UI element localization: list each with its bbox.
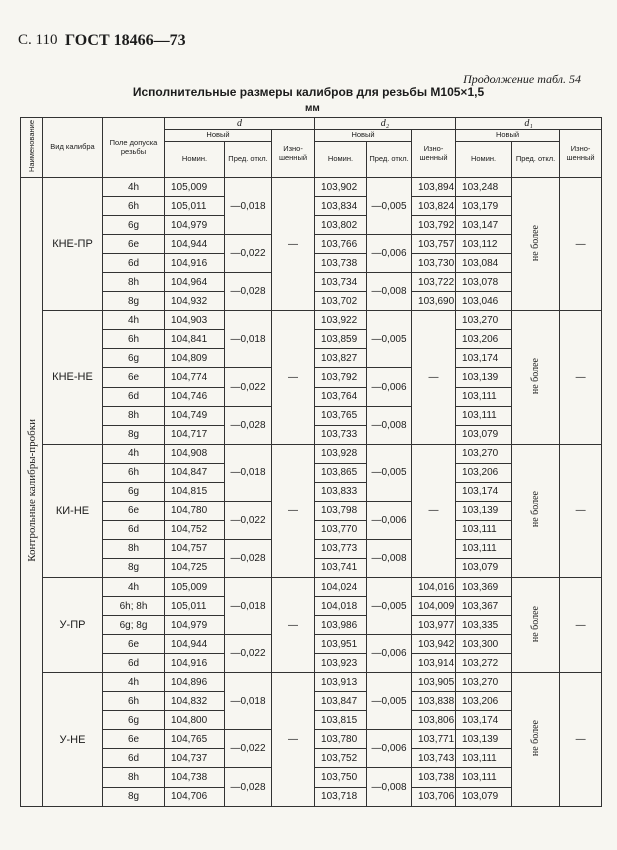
d1-nominal-cell: 103,174 [456,349,512,368]
tolerance-cell: 6g [103,349,165,368]
d-nominal-cell: 104,944 [165,235,225,254]
d-deviation-cell: —0,022 [225,635,272,673]
d-nominal-cell: 104,916 [165,654,225,673]
d1-nominal-cell: 103,084 [456,254,512,273]
d1-nominal-cell: 103,248 [456,178,512,197]
d1-worn-cell: — [560,444,602,577]
d-deviation-cell: —0,028 [225,768,272,807]
d2-nominal-cell: 103,913 [315,673,367,692]
d1-nominal-cell: 103,111 [456,387,512,406]
group-label-cell: Контрольные калибры-пробки [21,178,43,807]
d-nominal-cell: 104,738 [165,768,225,787]
d1-nominal-cell: 103,139 [456,368,512,387]
d-nominal-cell: 104,765 [165,730,225,749]
d2-worn-cell: 103,838 [412,692,456,711]
d2-deviation-cell: —0,006 [367,501,412,539]
d2-worn-cell: 103,771 [412,730,456,749]
kind-header: Вид калибра [43,118,103,178]
d1-nominal-cell: 103,079 [456,425,512,444]
d2-nominal-cell: 103,928 [315,444,367,463]
tolerance-cell: 6d [103,387,165,406]
d2-deviation-cell: —0,005 [367,577,412,634]
d2-deviation-cell: —0,006 [367,730,412,768]
d2-nominal-cell: 103,741 [315,558,367,577]
d2-header: d₂ [315,118,456,130]
d2-deviation-cell: —0,005 [367,178,412,235]
table-row [21,178,602,197]
tolerance-cell: 6h [103,330,165,349]
calibre-kind-cell: У-ПР [43,577,103,672]
d-nominal-cell: 104,944 [165,635,225,654]
d2-nominal-header: Номин. [315,142,367,178]
tolerance-cell: 6e [103,501,165,520]
d2-new-header: Новый [315,130,412,142]
tolerance-cell: 6e [103,368,165,387]
d1-worn-cell: — [560,311,602,444]
d2-deviation-cell: —0,008 [367,768,412,807]
d-header: d [165,118,315,130]
d1-nominal-header: Номин. [456,142,512,178]
d1-nominal-cell: 103,078 [456,273,512,292]
d2-nominal-cell: 103,834 [315,197,367,216]
tolerance-cell: 6e [103,635,165,654]
d-deviation-cell: —0,022 [225,730,272,768]
d-nominal-cell: 104,752 [165,520,225,539]
d1-worn-cell: — [560,577,602,672]
d-deviation-cell: —0,028 [225,539,272,577]
d2-worn-cell: 103,914 [412,654,456,673]
d-deviation-cell: —0,028 [225,273,272,311]
d2-nominal-cell: 104,018 [315,597,367,616]
tolerance-cell: 6d [103,254,165,273]
d2-worn-cell: 103,690 [412,292,456,311]
d2-nominal-cell: 103,780 [315,730,367,749]
d2-nominal-cell: 104,024 [315,577,367,596]
calibre-kind-cell: КИ-НЕ [43,444,103,577]
d-new-header: Новый [165,130,272,142]
tolerance-cell: 6h; 8h [103,597,165,616]
d1-nominal-cell: 103,300 [456,635,512,654]
tolerance-header: Поле допуска резьбы [103,118,165,178]
d1-deviation-cell: не более [512,444,560,577]
d2-worn-cell: 103,722 [412,273,456,292]
d-nominal-cell: 104,964 [165,273,225,292]
d2-nominal-cell: 103,798 [315,501,367,520]
calibre-kind-cell: КНЕ-ПР [43,178,103,311]
d-deviation-header: Пред. откл. [225,142,272,178]
d-nominal-cell: 104,979 [165,616,225,635]
d-nominal-cell: 105,009 [165,577,225,596]
d2-nominal-cell: 103,802 [315,216,367,235]
d2-worn-header: Изно-шенный [412,130,456,178]
d-nominal-cell: 104,749 [165,406,225,425]
tolerance-cell: 6h [103,197,165,216]
d-deviation-cell: —0,022 [225,235,272,273]
d2-nominal-cell: 103,733 [315,425,367,444]
d2-deviation-cell: —0,008 [367,273,412,311]
d2-nominal-cell: 103,792 [315,368,367,387]
d2-deviation-cell: —0,008 [367,539,412,577]
d2-worn-cell: 103,706 [412,787,456,807]
d-deviation-cell: —0,028 [225,406,272,444]
d1-nominal-cell: 103,139 [456,501,512,520]
d-nominal-cell: 104,717 [165,425,225,444]
d-nominal-cell: 104,780 [165,501,225,520]
d2-worn-cell: 103,894 [412,178,456,197]
d-nominal-cell: 104,932 [165,292,225,311]
d1-nominal-cell: 103,147 [456,216,512,235]
d-worn-header: Изно-шенный [272,130,315,178]
d1-nominal-cell: 103,174 [456,482,512,501]
d2-worn-cell: 103,730 [412,254,456,273]
d-deviation-cell: —0,022 [225,368,272,406]
d-worn-cell: — [272,178,315,311]
d2-nominal-cell: 103,702 [315,292,367,311]
d1-nominal-cell: 103,272 [456,654,512,673]
d-deviation-cell: —0,018 [225,444,272,501]
d-nominal-cell: 104,706 [165,787,225,807]
d2-nominal-cell: 103,923 [315,654,367,673]
tolerance-cell: 4h [103,577,165,596]
tolerance-cell: 6d [103,654,165,673]
d-nominal-cell: 104,757 [165,539,225,558]
d-nominal-header: Номин. [165,142,225,178]
tolerance-cell: 6g [103,216,165,235]
calibre-dimensions-table [20,117,602,807]
d1-nominal-cell: 103,111 [456,520,512,539]
d-deviation-cell: —0,018 [225,673,272,730]
d-deviation-cell: —0,022 [225,501,272,539]
d1-nominal-cell: 103,179 [456,197,512,216]
d2-deviation-cell: —0,005 [367,311,412,368]
d2-worn-cell: 103,743 [412,749,456,768]
d2-nominal-cell: 103,902 [315,178,367,197]
d2-worn-cell: 103,905 [412,673,456,692]
d2-worn-cell: — [412,444,456,577]
d1-deviation-header: Пред. откл. [512,142,560,178]
tolerance-cell: 8h [103,273,165,292]
d-nominal-cell: 105,009 [165,178,225,197]
d1-deviation-cell: не более [512,311,560,444]
d2-worn-cell: 103,977 [412,616,456,635]
d-nominal-cell: 104,832 [165,692,225,711]
d1-nominal-cell: 103,367 [456,597,512,616]
tolerance-cell: 8g [103,292,165,311]
d-nominal-cell: 104,841 [165,330,225,349]
tolerance-cell: 6d [103,520,165,539]
d2-nominal-cell: 103,859 [315,330,367,349]
d2-nominal-cell: 103,765 [315,406,367,425]
d2-nominal-cell: 103,750 [315,768,367,787]
d-worn-cell: — [272,444,315,577]
d1-nominal-cell: 103,079 [456,787,512,807]
d1-nominal-cell: 103,270 [456,444,512,463]
d1-nominal-cell: 103,111 [456,749,512,768]
designation-header: Наименование [21,118,43,178]
d1-nominal-cell: 103,369 [456,577,512,596]
table-row [21,673,602,692]
tolerance-cell: 8g [103,558,165,577]
calibre-kind-cell: У-НЕ [43,673,103,807]
d-nominal-cell: 104,737 [165,749,225,768]
d2-deviation-header: Пред. откл. [367,142,412,178]
d2-worn-cell: — [412,311,456,444]
tolerance-cell: 4h [103,444,165,463]
d2-worn-cell: 103,806 [412,711,456,730]
table-body [21,118,602,807]
d-nominal-cell: 104,896 [165,673,225,692]
d2-worn-cell: 103,942 [412,635,456,654]
d-nominal-cell: 104,903 [165,311,225,330]
d2-nominal-cell: 103,847 [315,692,367,711]
d-nominal-cell: 104,774 [165,368,225,387]
tolerance-cell: 6e [103,730,165,749]
table-row [21,577,602,596]
d2-nominal-cell: 103,752 [315,749,367,768]
d1-header: d₁ [456,118,602,130]
tolerance-cell: 6g [103,711,165,730]
table-row [21,311,602,330]
d2-nominal-cell: 103,770 [315,520,367,539]
tolerance-cell: 4h [103,311,165,330]
d2-nominal-cell: 103,773 [315,539,367,558]
d2-deviation-cell: —0,006 [367,635,412,673]
d1-nominal-cell: 103,046 [456,292,512,311]
d1-nominal-cell: 103,111 [456,768,512,787]
d-worn-cell: — [272,673,315,807]
d-nominal-cell: 104,746 [165,387,225,406]
tolerance-cell: 4h [103,673,165,692]
d2-nominal-cell: 103,827 [315,349,367,368]
d2-nominal-cell: 103,766 [315,235,367,254]
d2-nominal-cell: 103,815 [315,711,367,730]
d2-nominal-cell: 103,764 [315,387,367,406]
d1-nominal-cell: 103,335 [456,616,512,635]
tolerance-cell: 4h [103,178,165,197]
d2-deviation-cell: —0,006 [367,235,412,273]
d-nominal-cell: 105,011 [165,597,225,616]
d1-nominal-cell: 103,270 [456,311,512,330]
d2-nominal-cell: 103,951 [315,635,367,654]
tolerance-cell: 8h [103,768,165,787]
d-nominal-cell: 105,011 [165,197,225,216]
tolerance-cell: 8g [103,787,165,807]
d2-nominal-cell: 103,865 [315,463,367,482]
tolerance-cell: 6g [103,482,165,501]
d2-worn-cell: 104,009 [412,597,456,616]
table-continuation-note: Продолжение табл. 54 [463,72,581,86]
d1-nominal-cell: 103,206 [456,330,512,349]
d1-nominal-cell: 103,139 [456,730,512,749]
tolerance-cell: 6g; 8g [103,616,165,635]
d1-nominal-cell: 103,270 [456,673,512,692]
d-nominal-cell: 104,725 [165,558,225,577]
d2-worn-cell: 103,792 [412,216,456,235]
page-number: С. 110 [18,32,58,48]
d1-nominal-cell: 103,079 [456,558,512,577]
d-worn-cell: — [272,311,315,444]
d-nominal-cell: 104,908 [165,444,225,463]
d1-nominal-cell: 103,112 [456,235,512,254]
d2-deviation-cell: —0,005 [367,444,412,501]
unit-label: мм [305,103,320,114]
tolerance-cell: 8h [103,406,165,425]
d1-deviation-cell: не более [512,673,560,807]
d-nominal-cell: 104,979 [165,216,225,235]
d1-worn-cell: — [560,673,602,807]
d-deviation-cell: —0,018 [225,577,272,634]
d1-new-header: Новый [456,130,560,142]
tolerance-cell: 8h [103,539,165,558]
d2-worn-cell: 103,824 [412,197,456,216]
d2-nominal-cell: 103,986 [315,616,367,635]
d2-deviation-cell: —0,008 [367,406,412,444]
d1-nominal-cell: 103,174 [456,711,512,730]
header-row [21,118,602,130]
d1-deviation-cell: не более [512,577,560,672]
d2-deviation-cell: —0,005 [367,673,412,730]
d2-nominal-cell: 103,738 [315,254,367,273]
d2-worn-cell: 103,757 [412,235,456,254]
d2-deviation-cell: —0,006 [367,368,412,406]
d-nominal-cell: 104,847 [165,463,225,482]
d1-worn-cell: — [560,178,602,311]
d2-worn-cell: 104,016 [412,577,456,596]
standard-code: ГОСТ 18466—73 [65,32,186,49]
d1-worn-header: Изно-шенный [560,130,602,178]
table-row [21,444,602,463]
table-title: Исполнительные размеры калибров для резьбы М105×1,5 [132,85,485,99]
d-nominal-cell: 104,916 [165,254,225,273]
d-nominal-cell: 104,815 [165,482,225,501]
d1-deviation-cell: не более [512,178,560,311]
tolerance-cell: 8g [103,425,165,444]
d1-nominal-cell: 103,111 [456,406,512,425]
d2-nominal-cell: 103,734 [315,273,367,292]
d-nominal-cell: 104,800 [165,711,225,730]
tolerance-cell: 6e [103,235,165,254]
calibre-kind-cell: КНЕ-НЕ [43,311,103,444]
d1-nominal-cell: 103,111 [456,539,512,558]
d2-nominal-cell: 103,922 [315,311,367,330]
d-deviation-cell: —0,018 [225,178,272,235]
d1-nominal-cell: 103,206 [456,463,512,482]
d-nominal-cell: 104,809 [165,349,225,368]
tolerance-cell: 6h [103,692,165,711]
tolerance-cell: 6h [103,463,165,482]
d2-nominal-cell: 103,718 [315,787,367,807]
d1-nominal-cell: 103,206 [456,692,512,711]
d2-worn-cell: 103,738 [412,768,456,787]
d2-nominal-cell: 103,833 [315,482,367,501]
d-deviation-cell: —0,018 [225,311,272,368]
d-worn-cell: — [272,577,315,672]
tolerance-cell: 6d [103,749,165,768]
